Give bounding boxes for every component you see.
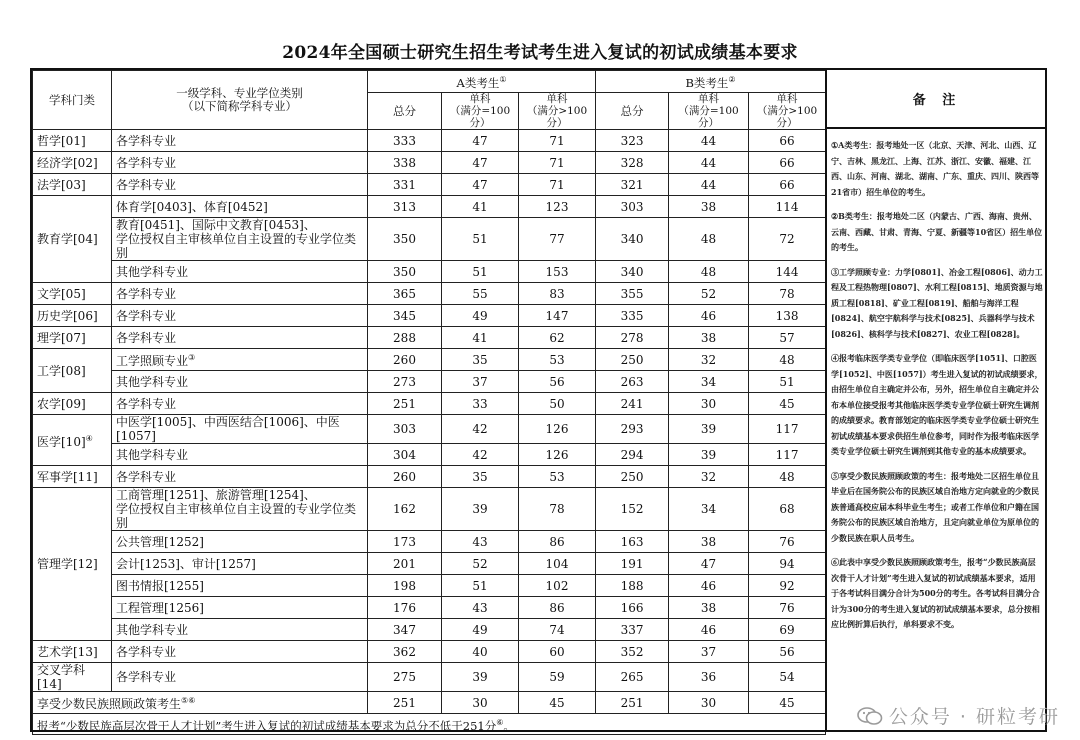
category-cell xyxy=(33,196,112,283)
score-b-2: 48 xyxy=(749,466,826,488)
score-b-0: 340 xyxy=(596,261,669,283)
watermark xyxy=(857,702,1060,729)
category-cell xyxy=(33,152,112,174)
score-b-1: 48 xyxy=(669,218,749,261)
score-a-1: 47 xyxy=(442,130,519,152)
major-label: 各学科专业 xyxy=(116,469,177,484)
score-b-1: 47 xyxy=(669,553,749,575)
major-label: 各学科专业 xyxy=(116,308,177,323)
score-b-1: 39 xyxy=(669,415,749,444)
minority-score-b-1: 30 xyxy=(669,692,749,714)
table-row xyxy=(33,174,826,196)
score-a-2: 126 xyxy=(519,444,596,466)
score-b-1: 38 xyxy=(669,196,749,218)
major-label: 体育学[0403]、体育[0452] xyxy=(116,199,268,214)
score-b-0: 241 xyxy=(596,393,669,415)
major-label: 其他学科专业 xyxy=(116,374,189,389)
header-group-b xyxy=(596,71,826,93)
major-cell xyxy=(112,196,368,218)
score-a-0: 313 xyxy=(368,196,442,218)
score-b-2: 66 xyxy=(749,174,826,196)
score-a-0: 260 xyxy=(368,466,442,488)
major-cell xyxy=(112,466,368,488)
score-b-2: 92 xyxy=(749,575,826,597)
score-a-1: 35 xyxy=(442,466,519,488)
score-a-2: 123 xyxy=(519,196,596,218)
remark-note: ⑥此表中享受少数民族照顾政策考生，报考“少数民族高层次骨干人才计划”考生进入复试的初试成绩基本要求，适用于各考试科目满分合计为500分的考生。各考试科目满分合计为300分的考生进入复试的初试成绩基本要求，总分按相应比例折算后执行，单科要求不变。 xyxy=(831,557,1040,629)
score-a-0: 201 xyxy=(368,553,442,575)
header-discipline-line1: 一级学科、专业学位类别 xyxy=(176,86,303,100)
score-b-1: 36 xyxy=(669,663,749,692)
major-label: 各学科专业 xyxy=(116,286,177,301)
major-cell xyxy=(112,130,368,152)
score-b-1: 37 xyxy=(669,641,749,663)
score-a-1: 51 xyxy=(442,218,519,261)
category-label: 哲学[01] xyxy=(37,133,86,148)
minority-score-a-1: 30 xyxy=(442,692,519,714)
remark-note: ②B类考生：报考地处二区（内蒙古、广西、海南、贵州、云南、西藏、甘肃、青海、宁夏、新疆等10省区）招生单位的考生。 xyxy=(831,211,1043,252)
score-a-2: 78 xyxy=(519,488,596,531)
category-cell xyxy=(33,466,112,488)
major-cell xyxy=(112,641,368,663)
score-a-0: 198 xyxy=(368,575,442,597)
score-b-1: 32 xyxy=(669,349,749,371)
minority-label: 享受少数民族照顾政策考生 xyxy=(37,697,182,711)
header-single-100-line2: （满分=100分） xyxy=(449,105,511,129)
score-a-2: 126 xyxy=(519,415,596,444)
score-a-1: 49 xyxy=(442,305,519,327)
score-b-1: 44 xyxy=(669,152,749,174)
major-label: 工商管理[1251]、旅游管理[1254]、 xyxy=(116,488,316,502)
score-a-2: 83 xyxy=(519,283,596,305)
table-row xyxy=(33,349,826,371)
score-b-1: 34 xyxy=(669,488,749,531)
minority-score-b-2: 45 xyxy=(749,692,826,714)
score-a-0: 162 xyxy=(368,488,442,531)
table-row xyxy=(33,444,826,466)
score-a-0: 176 xyxy=(368,597,442,619)
header-single-100-b xyxy=(669,93,749,130)
watermark-text: 公众号 · 研粒考研 xyxy=(888,706,1060,728)
category-label: 交叉学科[14] xyxy=(37,663,86,691)
score-a-1: 52 xyxy=(442,553,519,575)
table-row xyxy=(33,466,826,488)
minority-score-b-0: 251 xyxy=(596,692,669,714)
score-a-1: 43 xyxy=(442,597,519,619)
major-cell xyxy=(112,349,368,371)
score-b-1: 46 xyxy=(669,619,749,641)
major-cell xyxy=(112,444,368,466)
category-label: 管理学[12] xyxy=(37,557,98,571)
category-cell xyxy=(33,349,112,393)
score-b-1: 46 xyxy=(669,575,749,597)
score-b-2: 69 xyxy=(749,619,826,641)
score-a-0: 251 xyxy=(368,393,442,415)
score-b-0: 294 xyxy=(596,444,669,466)
major-label: 各学科专业 xyxy=(116,177,177,192)
table-row xyxy=(33,415,826,444)
header-total-b: 总分 xyxy=(596,93,669,130)
minority-row xyxy=(33,692,826,714)
score-b-2: 56 xyxy=(749,641,826,663)
score-a-2: 60 xyxy=(519,641,596,663)
major-label: 中医学[1005]、中西医结合[1006]、中医[1057] xyxy=(116,415,340,443)
score-a-0: 365 xyxy=(368,283,442,305)
score-b-0: 337 xyxy=(596,619,669,641)
footnote-row xyxy=(33,714,826,735)
score-a-1: 33 xyxy=(442,393,519,415)
major-label: 各学科专业 xyxy=(116,670,177,684)
score-b-2: 57 xyxy=(749,327,826,349)
score-b-0: 352 xyxy=(596,641,669,663)
remarks-header: 备 注 xyxy=(827,70,1047,129)
minority-score-a-2: 45 xyxy=(519,692,596,714)
score-a-1: 47 xyxy=(442,152,519,174)
table-row xyxy=(33,553,826,575)
footnote-cell xyxy=(33,714,826,735)
wechat-icon xyxy=(857,706,883,726)
header-category: 学科门类 xyxy=(33,71,112,130)
category-label: 经济学[02] xyxy=(37,155,98,170)
major-label: 各学科专业 xyxy=(116,155,177,170)
score-a-0: 350 xyxy=(368,218,442,261)
score-b-1: 38 xyxy=(669,327,749,349)
major-label-line2: 学位授权自主审核单位自主设置的专业学位类别 xyxy=(116,232,357,260)
table-row xyxy=(33,641,826,663)
score-b-2: 66 xyxy=(749,152,826,174)
major-cell xyxy=(112,619,368,641)
remark-note: ①A类考生：报考地处一区（北京、天津、河北、山西、辽宁、吉林、黑龙江、上海、江苏、浙江、安徽、福建、江西、山东、河南、湖北、湖南、广东、重庆、四川、陕西等21省市）招生单位的考生。 xyxy=(831,140,1039,197)
category-cell xyxy=(33,283,112,305)
score-a-2: 56 xyxy=(519,371,596,393)
header-group-b-sup: ② xyxy=(728,75,736,85)
score-b-1: 46 xyxy=(669,305,749,327)
minority-label-cell xyxy=(33,692,368,714)
header-single-100-line1: 单科 xyxy=(469,93,491,105)
header-total-a: 总分 xyxy=(368,93,442,130)
major-cell xyxy=(112,553,368,575)
table-row xyxy=(33,371,826,393)
major-cell xyxy=(112,597,368,619)
header-group-a-label: A类考生 xyxy=(456,75,500,90)
category-label: 法学[03] xyxy=(37,177,86,192)
score-b-0: 265 xyxy=(596,663,669,692)
score-b-0: 163 xyxy=(596,531,669,553)
category-label: 理学[07] xyxy=(37,330,86,345)
score-a-2: 71 xyxy=(519,130,596,152)
score-a-2: 59 xyxy=(519,663,596,692)
score-b-2: 138 xyxy=(749,305,826,327)
score-b-0: 355 xyxy=(596,283,669,305)
score-b-2: 51 xyxy=(749,371,826,393)
category-cell xyxy=(33,393,112,415)
score-a-0: 331 xyxy=(368,174,442,196)
score-b-2: 66 xyxy=(749,130,826,152)
score-b-2: 117 xyxy=(749,444,826,466)
table-row xyxy=(33,488,826,531)
category-label: 医学[10] xyxy=(37,434,86,449)
major-cell xyxy=(112,531,368,553)
category-label: 农学[09] xyxy=(37,396,86,411)
score-b-1: 44 xyxy=(669,130,749,152)
score-a-1: 51 xyxy=(442,575,519,597)
major-label: 各学科专业 xyxy=(116,396,177,411)
category-cell xyxy=(33,415,112,466)
header-single-gt100-line2: （满分>100分） xyxy=(756,105,818,129)
score-a-1: 42 xyxy=(442,415,519,444)
header-single-gt100-line2: （满分>100分） xyxy=(526,105,588,129)
major-label: 其他学科专业 xyxy=(116,447,189,462)
score-b-2: 76 xyxy=(749,597,826,619)
major-cell xyxy=(112,152,368,174)
header-single-gt100-line1: 单科 xyxy=(776,93,798,105)
score-b-0: 278 xyxy=(596,327,669,349)
table-row xyxy=(33,575,826,597)
score-b-2: 78 xyxy=(749,283,826,305)
minority-score-a-0: 251 xyxy=(368,692,442,714)
score-a-0: 347 xyxy=(368,619,442,641)
major-sup: ③ xyxy=(188,353,196,362)
major-label: 公共管理[1252] xyxy=(116,534,204,549)
score-a-0: 350 xyxy=(368,261,442,283)
major-label: 工学照顾专业 xyxy=(116,354,189,368)
score-b-0: 166 xyxy=(596,597,669,619)
score-b-0: 293 xyxy=(596,415,669,444)
score-a-2: 62 xyxy=(519,327,596,349)
table-row xyxy=(33,597,826,619)
remarks-column xyxy=(825,70,1047,730)
score-table xyxy=(32,70,826,735)
score-b-0: 250 xyxy=(596,466,669,488)
remark-note: ⑤享受少数民族照顾政策的考生：报考地处二区招生单位且毕业后在国务院公布的民族区域自治地方定向就业的少数民族普通高校应届本科毕业生考生；或者工作单位和户籍在国务院公布的民族区域自治地方，且定向就业单位为原单位的少数民族在职人员考生。 xyxy=(831,470,1039,543)
remark-note: ④报考临床医学类专业学位（即临床医学[1051]、口腔医学[1052]、中医[1057]）考生进入复试的初试成绩要求，由招生单位自主确定并公布，另外，招生单位自主确定并公布本单位接受报考其他临床医学类专业学位硕士研究生调剂的成绩要求。教育部划定的临床医学类专业学位硕士研究生初试成绩基本要求供招生单位参考，同时作为报考临床医学类专业学位硕士研究生调剂到其他专业的基本成绩要求。 xyxy=(831,353,1043,456)
score-b-1: 38 xyxy=(669,531,749,553)
score-b-1: 30 xyxy=(669,393,749,415)
table-row xyxy=(33,130,826,152)
score-b-1: 48 xyxy=(669,261,749,283)
table-row xyxy=(33,393,826,415)
category-cell xyxy=(33,174,112,196)
score-b-0: 335 xyxy=(596,305,669,327)
score-a-1: 39 xyxy=(442,488,519,531)
score-a-2: 50 xyxy=(519,393,596,415)
header-single-100-a xyxy=(442,93,519,130)
score-a-0: 173 xyxy=(368,531,442,553)
major-cell xyxy=(112,283,368,305)
score-b-0: 250 xyxy=(596,349,669,371)
table-row xyxy=(33,283,826,305)
score-b-1: 32 xyxy=(669,466,749,488)
score-a-1: 49 xyxy=(442,619,519,641)
score-b-0: 340 xyxy=(596,218,669,261)
major-label: 工程管理[1256] xyxy=(116,600,204,615)
category-cell xyxy=(33,327,112,349)
major-cell xyxy=(112,488,368,531)
page-title: 2024年全国硕士研究生招生考试考生进入复试的初试成绩基本要求 xyxy=(282,43,798,63)
major-label: 教育[0451]、国际中文教育[0453]、 xyxy=(116,218,316,232)
category-label: 教育学[04] xyxy=(37,232,98,246)
score-a-0: 338 xyxy=(368,152,442,174)
score-a-1: 41 xyxy=(442,196,519,218)
major-label-line2: 学位授权自主审核单位自主设置的专业学位类别 xyxy=(116,502,357,530)
score-a-2: 104 xyxy=(519,553,596,575)
score-b-0: 321 xyxy=(596,174,669,196)
score-b-1: 38 xyxy=(669,597,749,619)
score-b-2: 76 xyxy=(749,531,826,553)
score-a-0: 275 xyxy=(368,663,442,692)
major-label: 图书情报[1255] xyxy=(116,578,204,593)
score-b-2: 144 xyxy=(749,261,826,283)
header-discipline xyxy=(112,71,368,130)
score-a-2: 53 xyxy=(519,349,596,371)
category-label: 军事学[11] xyxy=(37,469,98,484)
score-b-0: 303 xyxy=(596,196,669,218)
score-a-1: 39 xyxy=(442,663,519,692)
score-a-0: 345 xyxy=(368,305,442,327)
category-sup: ④ xyxy=(85,433,93,443)
score-b-2: 72 xyxy=(749,218,826,261)
major-cell xyxy=(112,305,368,327)
score-b-2: 117 xyxy=(749,415,826,444)
category-cell xyxy=(33,663,112,692)
category-label: 工学[08] xyxy=(37,363,86,378)
header-group-b-label: B类考生 xyxy=(685,75,729,90)
table-row xyxy=(33,531,826,553)
header-single-100-line1: 单科 xyxy=(698,93,720,105)
score-b-0: 323 xyxy=(596,130,669,152)
category-label: 文学[05] xyxy=(37,286,86,301)
major-cell xyxy=(112,261,368,283)
score-a-1: 47 xyxy=(442,174,519,196)
score-b-1: 44 xyxy=(669,174,749,196)
header-group-a xyxy=(368,71,596,93)
table-row xyxy=(33,663,826,692)
score-a-2: 71 xyxy=(519,152,596,174)
score-b-2: 45 xyxy=(749,393,826,415)
footnote-sup: ⑥ xyxy=(496,717,504,727)
header-row xyxy=(33,71,826,93)
score-b-0: 188 xyxy=(596,575,669,597)
score-a-0: 303 xyxy=(368,415,442,444)
score-b-2: 54 xyxy=(749,663,826,692)
major-cell xyxy=(112,174,368,196)
major-cell xyxy=(112,663,368,692)
score-a-2: 147 xyxy=(519,305,596,327)
major-label: 各学科专业 xyxy=(116,330,177,345)
score-b-2: 94 xyxy=(749,553,826,575)
score-b-2: 68 xyxy=(749,488,826,531)
score-a-2: 77 xyxy=(519,218,596,261)
score-a-1: 41 xyxy=(442,327,519,349)
score-b-2: 48 xyxy=(749,349,826,371)
major-cell xyxy=(112,371,368,393)
score-b-1: 52 xyxy=(669,283,749,305)
score-a-2: 53 xyxy=(519,466,596,488)
header-single-gt100-a xyxy=(519,93,596,130)
table-row xyxy=(33,218,826,261)
score-b-0: 152 xyxy=(596,488,669,531)
footnote-text: 报考“少数民族高层次骨干人才计划”考生进入复试的初试成绩基本要求为总分不低于251分 xyxy=(37,718,497,733)
header-discipline-line2: （以下简称学科专业） xyxy=(182,99,297,113)
footnote-end: 。 xyxy=(503,718,515,733)
score-a-1: 37 xyxy=(442,371,519,393)
notes-list xyxy=(827,138,1047,633)
score-a-2: 86 xyxy=(519,597,596,619)
score-a-2: 74 xyxy=(519,619,596,641)
major-cell xyxy=(112,327,368,349)
score-a-2: 153 xyxy=(519,261,596,283)
category-label: 历史学[06] xyxy=(37,308,98,323)
score-a-1: 43 xyxy=(442,531,519,553)
score-a-1: 40 xyxy=(442,641,519,663)
category-cell xyxy=(33,305,112,327)
table-row xyxy=(33,196,826,218)
score-a-2: 71 xyxy=(519,174,596,196)
score-a-0: 260 xyxy=(368,349,442,371)
category-label: 艺术学[13] xyxy=(37,644,98,659)
score-a-0: 288 xyxy=(368,327,442,349)
major-label: 各学科专业 xyxy=(116,644,177,659)
major-cell xyxy=(112,393,368,415)
score-a-1: 55 xyxy=(442,283,519,305)
score-a-2: 102 xyxy=(519,575,596,597)
header-single-gt100-line1: 单科 xyxy=(546,93,568,105)
major-label: 各学科专业 xyxy=(116,133,177,148)
category-cell xyxy=(33,641,112,663)
score-b-0: 191 xyxy=(596,553,669,575)
header-single-gt100-b xyxy=(749,93,826,130)
table-row xyxy=(33,305,826,327)
score-a-0: 273 xyxy=(368,371,442,393)
score-b-1: 39 xyxy=(669,444,749,466)
table-row xyxy=(33,619,826,641)
score-b-0: 328 xyxy=(596,152,669,174)
score-a-1: 42 xyxy=(442,444,519,466)
major-cell xyxy=(112,415,368,444)
score-b-1: 34 xyxy=(669,371,749,393)
score-a-0: 304 xyxy=(368,444,442,466)
category-cell xyxy=(33,488,112,641)
table-row xyxy=(33,261,826,283)
score-a-1: 35 xyxy=(442,349,519,371)
score-a-2: 86 xyxy=(519,531,596,553)
header-group-a-sup: ① xyxy=(499,75,507,85)
category-cell xyxy=(33,130,112,152)
major-label: 其他学科专业 xyxy=(116,622,189,637)
major-cell xyxy=(112,575,368,597)
major-label: 其他学科专业 xyxy=(116,264,189,279)
table-row xyxy=(33,327,826,349)
major-cell xyxy=(112,218,368,261)
score-b-2: 114 xyxy=(749,196,826,218)
remark-note: ③工学照顾专业：力学[0801]、冶金工程[0806]、动力工程及工程热物理[0807]、水利工程[0815]、地质资源与地质工程[0818]、矿业工程[0819]、船舶与海洋工程[0824]、航空宇航科学与技术[0825]、兵器科学与技术[0826]、核科学与技术[0827]、农业工程[0828]。 xyxy=(831,266,1043,339)
score-a-0: 362 xyxy=(368,641,442,663)
major-label: 会计[1253]、审计[1257] xyxy=(116,556,256,571)
table-row xyxy=(33,152,826,174)
header-single-100-line2: （满分=100分） xyxy=(678,105,739,129)
score-b-0: 263 xyxy=(596,371,669,393)
score-a-0: 333 xyxy=(368,130,442,152)
minority-sup: ⑤⑥ xyxy=(181,696,196,705)
score-a-1: 51 xyxy=(442,261,519,283)
